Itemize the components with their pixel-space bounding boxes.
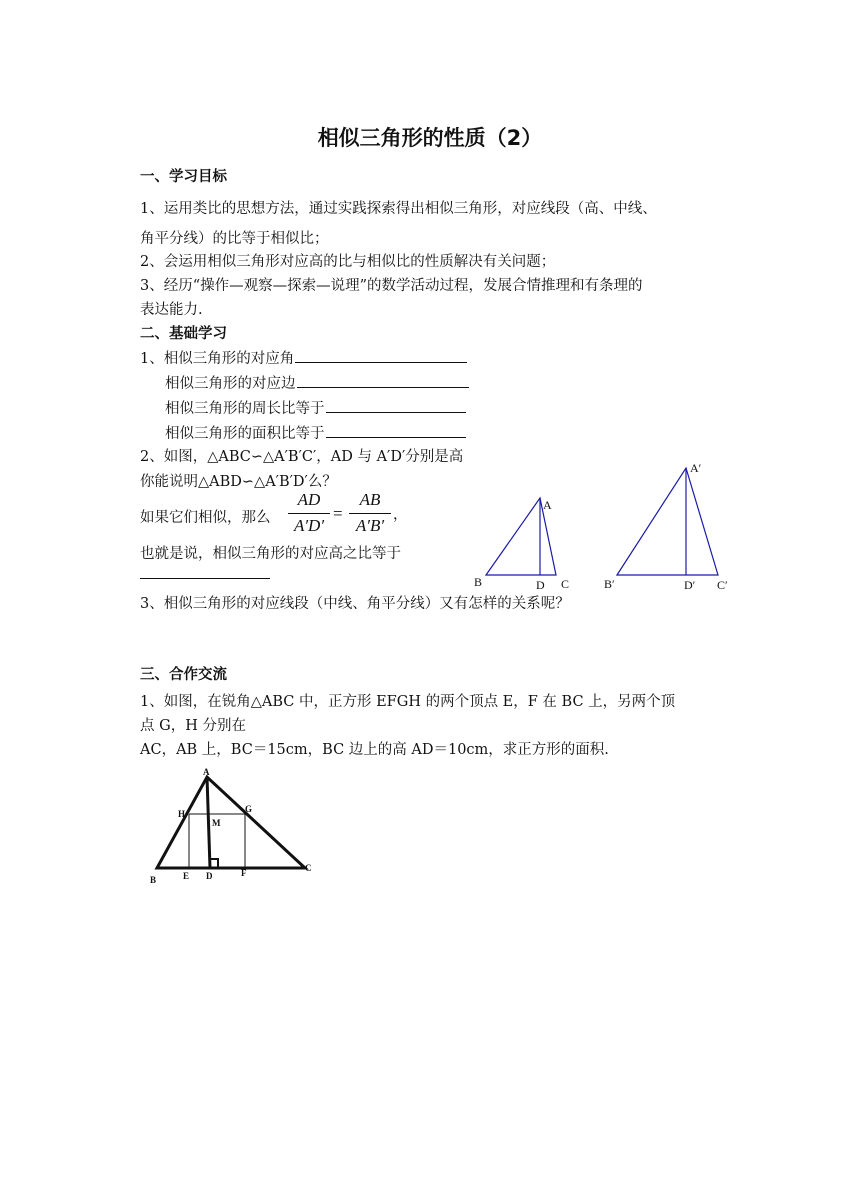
- equals-sign: =: [333, 504, 343, 523]
- label-a: A: [203, 767, 210, 777]
- answer-blank[interactable]: [297, 371, 469, 388]
- fill-blank-row: [165, 396, 466, 418]
- label-d: D: [206, 871, 213, 881]
- fill-blank-row: [165, 421, 466, 443]
- square-in-triangle-figure: [140, 762, 330, 892]
- objective-line: 1、运用类比的思想方法，通过实践探索得出相似三角形，对应线段（高、中线、: [140, 201, 657, 217]
- question-3: 3、相似三角形的对应线段（中线、角平分线）又有怎样的关系呢？: [140, 596, 570, 612]
- label-d: D: [536, 578, 545, 592]
- label-c: C: [305, 863, 312, 873]
- fraction-ad: [288, 490, 330, 540]
- fraction-bar: [288, 513, 330, 514]
- answer-blank[interactable]: [295, 346, 467, 363]
- similar-triangles-figure: [470, 458, 750, 594]
- triangle-abc-outline: [157, 777, 305, 868]
- page-title: 相似三角形的性质（2）: [317, 126, 543, 150]
- objective-line: 2、会运用相似三角形对应高的比与相似比的性质解决有关问题；: [140, 254, 556, 270]
- fill-blank-row: [140, 346, 467, 368]
- fraction-numerator: AD: [297, 490, 321, 509]
- section-heading-cooperation: 三、合作交流: [140, 667, 227, 683]
- label-d-prime: D′: [684, 578, 696, 592]
- problem-line: 1、如图，在锐角△ABC 中，正方形 EFGH 的两个顶点 E，F 在 BC 上，另两个顶: [140, 694, 676, 710]
- answer-blank[interactable]: [140, 562, 270, 579]
- question-2-line: 也就是说，相似三角形的对应高之比等于: [140, 546, 401, 562]
- problem-line: AC，AB 上，BC＝15cm，BC 边上的高 AD＝10cm，求正方形的面积.: [140, 742, 609, 758]
- label-c: C: [561, 577, 570, 591]
- triangle-a2b2c2: [617, 468, 718, 575]
- label-b: B: [150, 875, 157, 885]
- label-h: H: [178, 809, 186, 819]
- objective-line: 3、经历“操作—观察—探索—说理”的数学活动过程，发展合情推理和有条理的: [140, 278, 643, 294]
- label-b: B: [474, 575, 483, 589]
- blank-prompt: 相似三角形的周长比等于: [165, 401, 325, 417]
- label-a-prime: A′: [690, 461, 702, 475]
- question-2-line: 2、如图，△ABC∽△A′B′C′，AD 与 A′D′分别是高: [140, 449, 464, 465]
- altitude-ad: [207, 777, 210, 868]
- label-e: E: [183, 871, 190, 881]
- fraction-ab: [349, 490, 391, 540]
- fill-blank-row: [165, 371, 469, 393]
- blank-prompt: 相似三角形的面积比等于: [165, 426, 325, 442]
- answer-blank[interactable]: [326, 396, 466, 413]
- question-2-line: 你能说明△ABD∽△A′B′D′么？: [140, 474, 337, 490]
- fraction-numerator: AB: [359, 490, 381, 509]
- fill-blank-row: [140, 562, 270, 583]
- fraction-trailing-comma: ，: [393, 507, 408, 523]
- label-b-prime: B′: [604, 577, 615, 591]
- fraction-bar: [349, 513, 391, 514]
- section-heading-basics: 二、基础学习: [140, 326, 227, 342]
- objective-line: 角平分线）的比等于相似比；: [140, 231, 329, 247]
- label-g: G: [245, 804, 253, 814]
- blank-prompt: 相似三角形的对应边: [165, 376, 296, 392]
- objective-line: 表达能力.: [140, 302, 203, 318]
- question-2-line: 如果它们相似，那么: [140, 510, 271, 526]
- blank-prompt: 1、相似三角形的对应角: [140, 351, 295, 367]
- fraction-denominator: A′B′: [355, 516, 385, 535]
- answer-blank[interactable]: [326, 421, 466, 438]
- section-heading-objectives: 一、学习目标: [140, 169, 227, 185]
- label-c-prime: C′: [717, 578, 728, 592]
- label-a: A: [543, 498, 552, 512]
- label-m: M: [212, 818, 221, 828]
- label-f: F: [241, 868, 247, 878]
- fraction-denominator: A′D′: [293, 516, 325, 535]
- problem-line: 点 G，H 分别在: [140, 718, 246, 734]
